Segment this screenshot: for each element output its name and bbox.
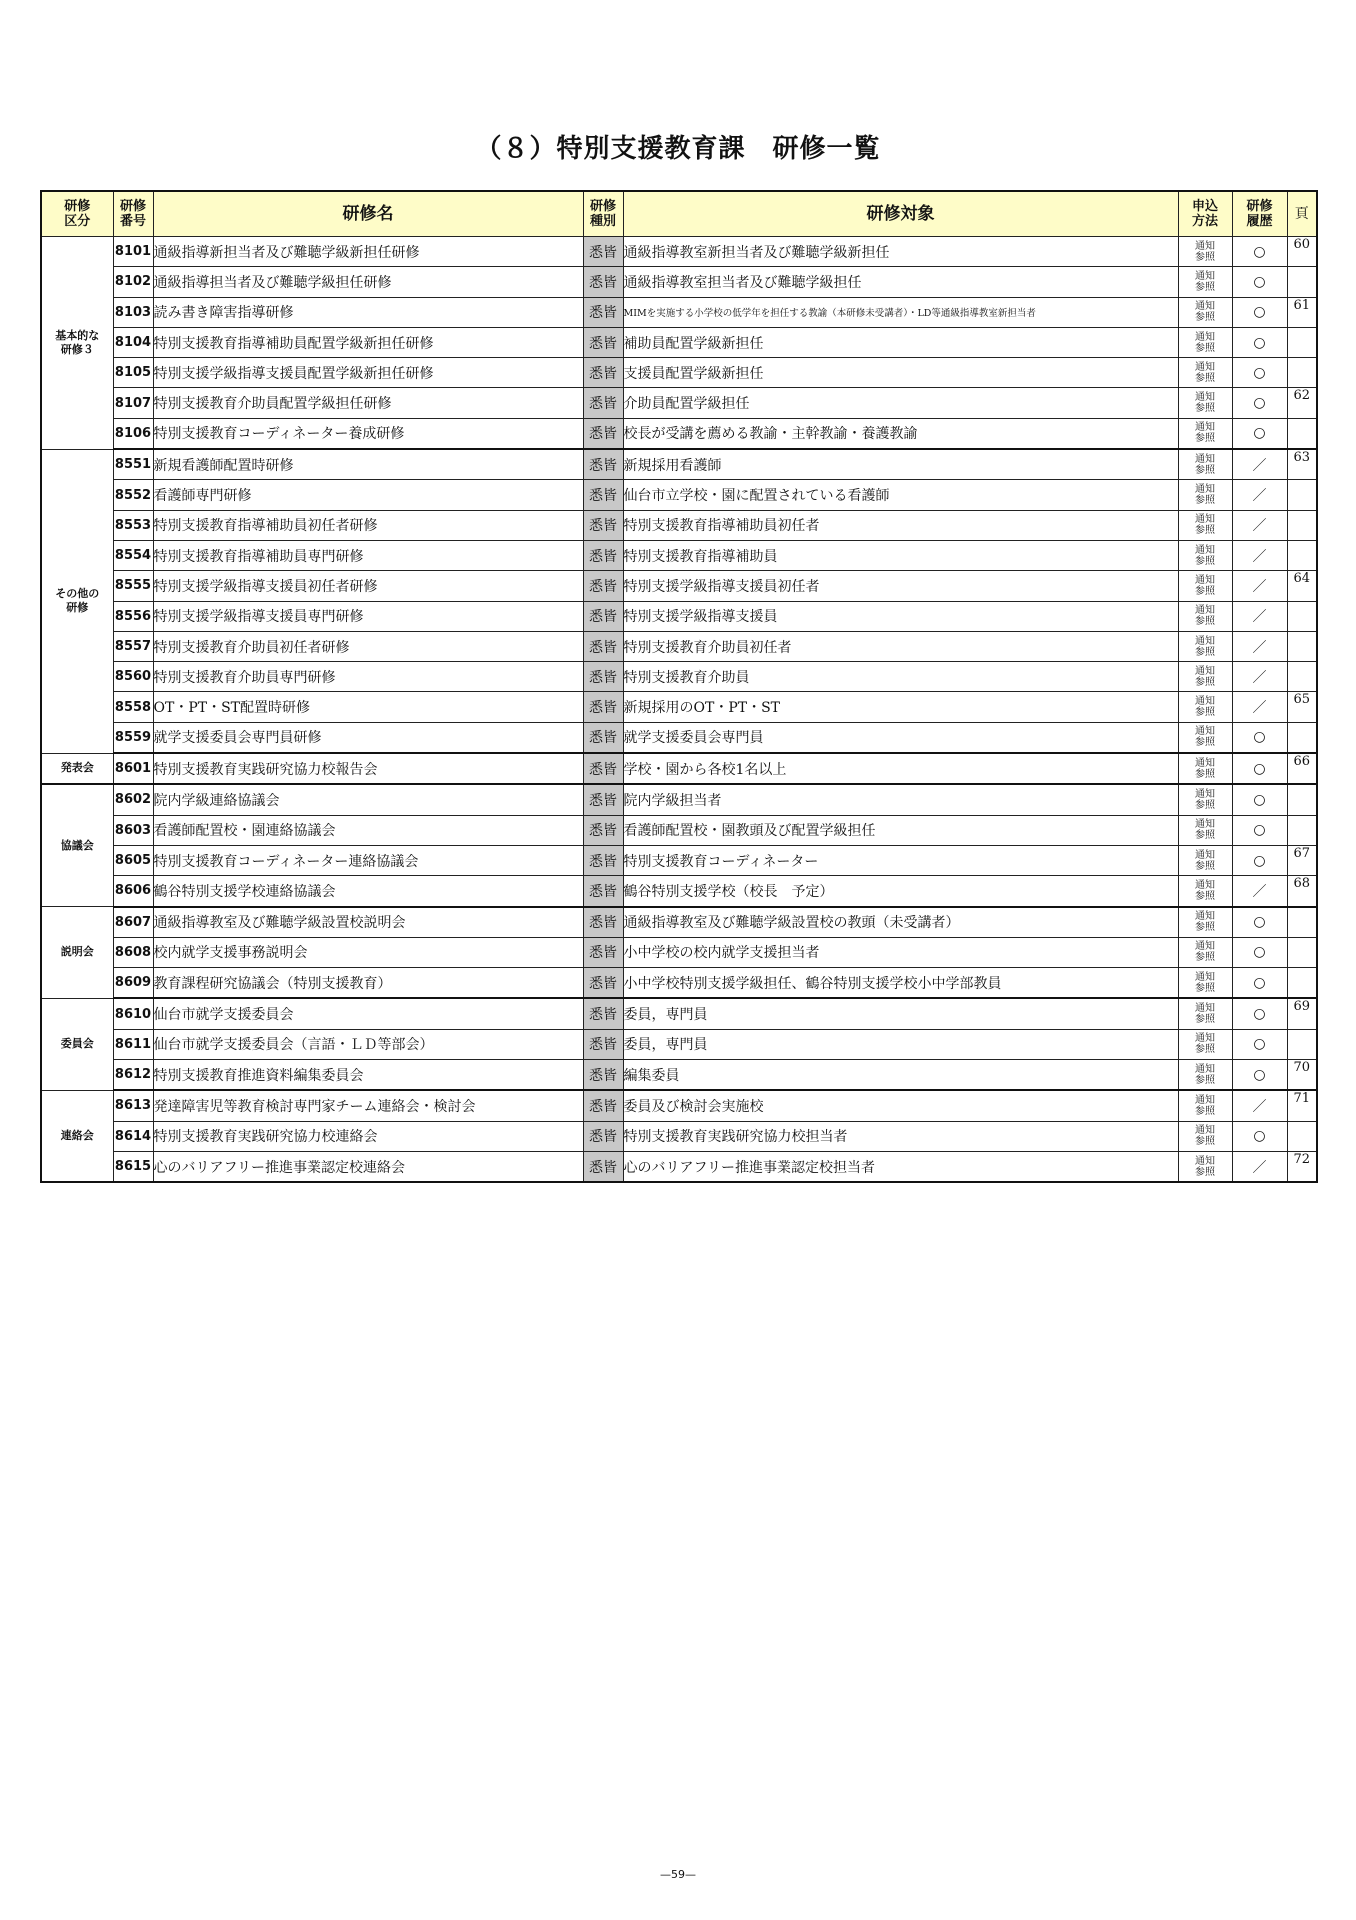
training-name: 通級指導担当者及び難聴学級担任研修: [153, 267, 583, 297]
training-target: 新規採用看護師: [623, 449, 1178, 480]
training-history: ○: [1232, 907, 1287, 938]
training-name: 通級指導教室及び難聴学級設置校説明会: [153, 907, 583, 938]
page-ref: [1287, 418, 1317, 449]
training-name: 特別支援教育コーディネーター養成研修: [153, 418, 583, 449]
application-method: 通知 参照: [1178, 753, 1232, 784]
header-target: 研修対象: [623, 191, 1178, 237]
table-row: [41, 662, 1317, 692]
training-kind: 悉皆: [583, 601, 623, 631]
page-ref: [1287, 1029, 1317, 1059]
training-name: 仙台市就学支援委員会: [153, 998, 583, 1029]
page-title: （８）特別支援教育課 研修一覧: [475, 134, 881, 164]
table-row: [41, 968, 1317, 999]
training-number: 8609: [113, 968, 153, 999]
header-number: 研修 番号: [113, 191, 153, 237]
training-name: 特別支援教育推進資料編集委員会: [153, 1060, 583, 1091]
application-method: 通知 参照: [1178, 297, 1232, 327]
training-number: 8612: [113, 1060, 153, 1091]
training-kind: 悉皆: [583, 327, 623, 357]
training-history: ○: [1232, 1029, 1287, 1059]
page-ref: 61: [1287, 297, 1317, 327]
page-ref: [1287, 968, 1317, 999]
training-name: 特別支援教育介助員初任者研修: [153, 631, 583, 661]
training-kind: 悉皆: [583, 418, 623, 449]
training-name: 鶴谷特別支援学校連絡協議会: [153, 876, 583, 907]
training-number: 8602: [113, 784, 153, 815]
application-method: 通知 参照: [1178, 510, 1232, 540]
training-history: ○: [1232, 418, 1287, 449]
training-number: 8102: [113, 267, 153, 297]
training-target: 小中学校特別支援学級担任、鶴谷特別支援学校小中学部教員: [623, 968, 1178, 999]
training-history: ○: [1232, 753, 1287, 784]
training-number: 8615: [113, 1151, 153, 1182]
page-ref: 64: [1287, 571, 1317, 601]
table-row: [41, 540, 1317, 570]
category-cell: 協議会: [41, 784, 113, 906]
application-method: 通知 参照: [1178, 1029, 1232, 1059]
table-row: [41, 876, 1317, 907]
training-target: 新規採用のOT・PT・ST: [623, 692, 1178, 722]
training-kind: 悉皆: [583, 968, 623, 999]
training-number: 8556: [113, 601, 153, 631]
training-name: 校内就学支援事務説明会: [153, 937, 583, 967]
application-method: 通知 参照: [1178, 418, 1232, 449]
training-kind: 悉皆: [583, 358, 623, 388]
category-cell: 発表会: [41, 753, 113, 784]
training-name: 新規看護師配置時研修: [153, 449, 583, 480]
application-method: 通知 参照: [1178, 631, 1232, 661]
page-ref: [1287, 358, 1317, 388]
training-number: 8106: [113, 418, 153, 449]
training-name: 特別支援教育介助員配置学級担任研修: [153, 388, 583, 418]
training-number: 8551: [113, 449, 153, 480]
application-method: 通知 参照: [1178, 692, 1232, 722]
training-number: 8607: [113, 907, 153, 938]
application-method: 通知 参照: [1178, 907, 1232, 938]
table-body: [41, 237, 1317, 1183]
page-ref: [1287, 267, 1317, 297]
training-history: ○: [1232, 327, 1287, 357]
training-target: 仙台市立学校・園に配置されている看護師: [623, 480, 1178, 510]
table-row: [41, 1090, 1317, 1121]
training-target: 通級指導教室担当者及び難聴学級担任: [623, 267, 1178, 297]
table-row: [41, 815, 1317, 845]
category-cell: 基本的な 研修３: [41, 237, 113, 450]
training-name: 特別支援学級指導支援員専門研修: [153, 601, 583, 631]
training-target: 小中学校の校内就学支援担当者: [623, 937, 1178, 967]
training-number: 8558: [113, 692, 153, 722]
table-row: [41, 998, 1317, 1029]
training-kind: 悉皆: [583, 722, 623, 753]
training-kind: 悉皆: [583, 937, 623, 967]
training-history: ／: [1232, 571, 1287, 601]
training-name: 特別支援教育実践研究協力校報告会: [153, 753, 583, 784]
training-number: 8559: [113, 722, 153, 753]
training-kind: 悉皆: [583, 631, 623, 661]
training-target: 補助員配置学級新担任: [623, 327, 1178, 357]
training-number: 8557: [113, 631, 153, 661]
table-row: [41, 1121, 1317, 1151]
training-number: 8608: [113, 937, 153, 967]
training-target: 学校・園から各校1名以上: [623, 753, 1178, 784]
page-ref: 71: [1287, 1090, 1317, 1121]
page-ref: [1287, 480, 1317, 510]
training-target: 特別支援教育指導補助員: [623, 540, 1178, 570]
training-number: 8560: [113, 662, 153, 692]
training-kind: 悉皆: [583, 540, 623, 570]
training-history: ○: [1232, 358, 1287, 388]
training-target: 通級指導教室新担当者及び難聴学級新担任: [623, 237, 1178, 267]
training-kind: 悉皆: [583, 237, 623, 267]
training-name: 特別支援教育指導補助員配置学級新担任研修: [153, 327, 583, 357]
page-ref: [1287, 662, 1317, 692]
page-ref: 72: [1287, 1151, 1317, 1182]
header-history: 研修 履歴: [1232, 191, 1287, 237]
training-number: 8104: [113, 327, 153, 357]
training-kind: 悉皆: [583, 1151, 623, 1182]
training-history: ／: [1232, 510, 1287, 540]
table-row: [41, 510, 1317, 540]
training-number: 8553: [113, 510, 153, 540]
training-kind: 悉皆: [583, 1121, 623, 1151]
page-ref: 70: [1287, 1060, 1317, 1091]
page-ref: 65: [1287, 692, 1317, 722]
table-row: [41, 845, 1317, 875]
page-ref: [1287, 907, 1317, 938]
training-history: ／: [1232, 540, 1287, 570]
training-name: OT・PT・ST配置時研修: [153, 692, 583, 722]
page-ref: 63: [1287, 449, 1317, 480]
application-method: 通知 参照: [1178, 388, 1232, 418]
application-method: 通知 参照: [1178, 540, 1232, 570]
application-method: 通知 参照: [1178, 968, 1232, 999]
table-row: [41, 297, 1317, 327]
page-ref: [1287, 601, 1317, 631]
training-target: 看護師配置校・園教頭及び配置学級担任: [623, 815, 1178, 845]
page-ref: 62: [1287, 388, 1317, 418]
training-target: 特別支援教育介助員: [623, 662, 1178, 692]
training-number: 8105: [113, 358, 153, 388]
training-name: 看護師配置校・園連絡協議会: [153, 815, 583, 845]
training-target: 編集委員: [623, 1060, 1178, 1091]
application-method: 通知 参照: [1178, 1090, 1232, 1121]
header-category: 研修 区分: [41, 191, 113, 237]
training-kind: 悉皆: [583, 845, 623, 875]
training-target: 心のバリアフリー推進事業認定校担当者: [623, 1151, 1178, 1182]
training-name: 特別支援学級指導支援員配置学級新担任研修: [153, 358, 583, 388]
table-row: [41, 1029, 1317, 1059]
training-name: 特別支援教育実践研究協力校連絡会: [153, 1121, 583, 1151]
training-history: ○: [1232, 937, 1287, 967]
application-method: 通知 参照: [1178, 1060, 1232, 1091]
training-history: ○: [1232, 815, 1287, 845]
training-target: 校長が受講を薦める教諭・主幹教諭・養護教諭: [623, 418, 1178, 449]
training-history: ／: [1232, 662, 1287, 692]
training-kind: 悉皆: [583, 1060, 623, 1091]
training-kind: 悉皆: [583, 998, 623, 1029]
application-method: 通知 参照: [1178, 480, 1232, 510]
training-kind: 悉皆: [583, 753, 623, 784]
training-history: ○: [1232, 968, 1287, 999]
training-kind: 悉皆: [583, 571, 623, 601]
training-kind: 悉皆: [583, 267, 623, 297]
training-target: 特別支援教育コーディネーター: [623, 845, 1178, 875]
training-number: 8552: [113, 480, 153, 510]
training-target: 特別支援学級指導支援員: [623, 601, 1178, 631]
training-history: ○: [1232, 1121, 1287, 1151]
training-history: ○: [1232, 784, 1287, 815]
table-row: [41, 937, 1317, 967]
header-method: 申込 方法: [1178, 191, 1232, 237]
training-kind: 悉皆: [583, 692, 623, 722]
table-row: [41, 237, 1317, 267]
page-ref: 60: [1287, 237, 1317, 267]
training-target: 通級指導教室及び難聴学級設置校の教頭（未受講者）: [623, 907, 1178, 938]
training-kind: 悉皆: [583, 388, 623, 418]
page-ref: [1287, 631, 1317, 661]
page-ref: [1287, 722, 1317, 753]
training-history: ○: [1232, 1060, 1287, 1091]
application-method: 通知 参照: [1178, 1121, 1232, 1151]
application-method: 通知 参照: [1178, 237, 1232, 267]
training-history: ／: [1232, 1151, 1287, 1182]
page-ref: 68: [1287, 876, 1317, 907]
table-row: [41, 267, 1317, 297]
training-number: 8101: [113, 237, 153, 267]
table-row: [41, 358, 1317, 388]
training-history: ○: [1232, 297, 1287, 327]
application-method: 通知 参照: [1178, 876, 1232, 907]
training-kind: 悉皆: [583, 876, 623, 907]
training-target: 院内学級担当者: [623, 784, 1178, 815]
training-kind: 悉皆: [583, 510, 623, 540]
training-number: 8611: [113, 1029, 153, 1059]
category-cell: 連絡会: [41, 1090, 113, 1182]
category-cell: その他の 研修: [41, 449, 113, 753]
application-method: 通知 参照: [1178, 722, 1232, 753]
category-cell: 説明会: [41, 907, 113, 999]
table-row: [41, 722, 1317, 753]
page-ref: [1287, 510, 1317, 540]
application-method: 通知 参照: [1178, 449, 1232, 480]
training-kind: 悉皆: [583, 449, 623, 480]
header-kind: 研修 種別: [583, 191, 623, 237]
training-number: 8614: [113, 1121, 153, 1151]
training-history: ／: [1232, 601, 1287, 631]
page-ref: 67: [1287, 845, 1317, 875]
application-method: 通知 参照: [1178, 1151, 1232, 1182]
training-kind: 悉皆: [583, 662, 623, 692]
training-target: 特別支援教育実践研究協力校担当者: [623, 1121, 1178, 1151]
training-history: ／: [1232, 631, 1287, 661]
training-name: 発達障害児等教育検討専門家チーム連絡会・検討会: [153, 1090, 583, 1121]
page-ref: 66: [1287, 753, 1317, 784]
training-name: 院内学級連絡協議会: [153, 784, 583, 815]
page-ref: [1287, 540, 1317, 570]
page-ref: [1287, 1121, 1317, 1151]
training-number: 8613: [113, 1090, 153, 1121]
training-name: 心のバリアフリー推進事業認定校連絡会: [153, 1151, 583, 1182]
training-name: 看護師専門研修: [153, 480, 583, 510]
application-method: 通知 参照: [1178, 815, 1232, 845]
table-row: [41, 418, 1317, 449]
training-number: 8554: [113, 540, 153, 570]
training-number: 8107: [113, 388, 153, 418]
training-name: 通級指導新担当者及び難聴学級新担任研修: [153, 237, 583, 267]
training-history: ／: [1232, 876, 1287, 907]
training-history: ○: [1232, 388, 1287, 418]
training-name: 読み書き障害指導研修: [153, 297, 583, 327]
page-ref: [1287, 327, 1317, 357]
training-target: 委員及び検討会実施校: [623, 1090, 1178, 1121]
application-method: 通知 参照: [1178, 358, 1232, 388]
training-target: 特別支援学級指導支援員初任者: [623, 571, 1178, 601]
training-history: ／: [1232, 449, 1287, 480]
training-number: 8610: [113, 998, 153, 1029]
table-row: [41, 327, 1317, 357]
training-history: ○: [1232, 998, 1287, 1029]
application-method: 通知 参照: [1178, 937, 1232, 967]
training-target: 支援員配置学級新担任: [623, 358, 1178, 388]
training-name: 教育課程研究協議会（特別支援教育）: [153, 968, 583, 999]
application-method: 通知 参照: [1178, 601, 1232, 631]
training-kind: 悉皆: [583, 1029, 623, 1059]
table-row: [41, 784, 1317, 815]
table-row: [41, 388, 1317, 418]
training-history: ／: [1232, 1090, 1287, 1121]
table-header-row: [41, 191, 1317, 237]
training-target: 就学支援委員会専門員: [623, 722, 1178, 753]
header-page: 頁: [1287, 191, 1317, 237]
category-cell: 委員会: [41, 998, 113, 1090]
table-row: [41, 753, 1317, 784]
training-kind: 悉皆: [583, 815, 623, 845]
training-history: ○: [1232, 722, 1287, 753]
training-history: ○: [1232, 237, 1287, 267]
training-number: 8605: [113, 845, 153, 875]
application-method: 通知 参照: [1178, 845, 1232, 875]
table-row: [41, 1060, 1317, 1091]
training-list-table: [40, 190, 1318, 1183]
training-name: 特別支援教育指導補助員専門研修: [153, 540, 583, 570]
training-kind: 悉皆: [583, 907, 623, 938]
training-number: 8103: [113, 297, 153, 327]
training-number: 8555: [113, 571, 153, 601]
training-target: 介助員配置学級担任: [623, 388, 1178, 418]
training-target: 特別支援教育介助員初任者: [623, 631, 1178, 661]
training-target: 委員，専門員: [623, 998, 1178, 1029]
header-name: 研修名: [153, 191, 583, 237]
training-name: 特別支援教育コーディネーター連絡協議会: [153, 845, 583, 875]
page-ref: [1287, 784, 1317, 815]
table-row: [41, 907, 1317, 938]
table-row: [41, 1151, 1317, 1182]
application-method: 通知 参照: [1178, 571, 1232, 601]
training-target: 特別支援教育指導補助員初任者: [623, 510, 1178, 540]
table-row: [41, 571, 1317, 601]
training-target: 鶴谷特別支援学校（校長 予定）: [623, 876, 1178, 907]
training-name: 特別支援教育介助員専門研修: [153, 662, 583, 692]
training-name: 仙台市就学支援委員会（言語・ＬＤ等部会）: [153, 1029, 583, 1059]
training-target: 委員，専門員: [623, 1029, 1178, 1059]
training-number: 8606: [113, 876, 153, 907]
training-target: MIMを実施する小学校の低学年を担任する教諭（本研修未受講者）・LD等通級指導教室新担当者: [623, 297, 1178, 327]
page-ref: [1287, 815, 1317, 845]
table-row: [41, 480, 1317, 510]
training-number: 8603: [113, 815, 153, 845]
table-row: [41, 601, 1317, 631]
training-history: ／: [1232, 480, 1287, 510]
application-method: 通知 参照: [1178, 998, 1232, 1029]
table-row: [41, 692, 1317, 722]
page-ref: 69: [1287, 998, 1317, 1029]
table-row: [41, 449, 1317, 480]
training-name: 就学支援委員会専門員研修: [153, 722, 583, 753]
page-number-footer: —59—: [660, 1868, 696, 1881]
training-history: ○: [1232, 267, 1287, 297]
table-row: [41, 631, 1317, 661]
training-kind: 悉皆: [583, 297, 623, 327]
application-method: 通知 参照: [1178, 784, 1232, 815]
training-kind: 悉皆: [583, 480, 623, 510]
training-kind: 悉皆: [583, 1090, 623, 1121]
application-method: 通知 参照: [1178, 267, 1232, 297]
training-number: 8601: [113, 753, 153, 784]
training-name: 特別支援学級指導支援員初任者研修: [153, 571, 583, 601]
training-kind: 悉皆: [583, 784, 623, 815]
training-history: ○: [1232, 845, 1287, 875]
training-name: 特別支援教育指導補助員初任者研修: [153, 510, 583, 540]
application-method: 通知 参照: [1178, 327, 1232, 357]
page-ref: [1287, 937, 1317, 967]
application-method: 通知 参照: [1178, 662, 1232, 692]
training-history: ／: [1232, 692, 1287, 722]
